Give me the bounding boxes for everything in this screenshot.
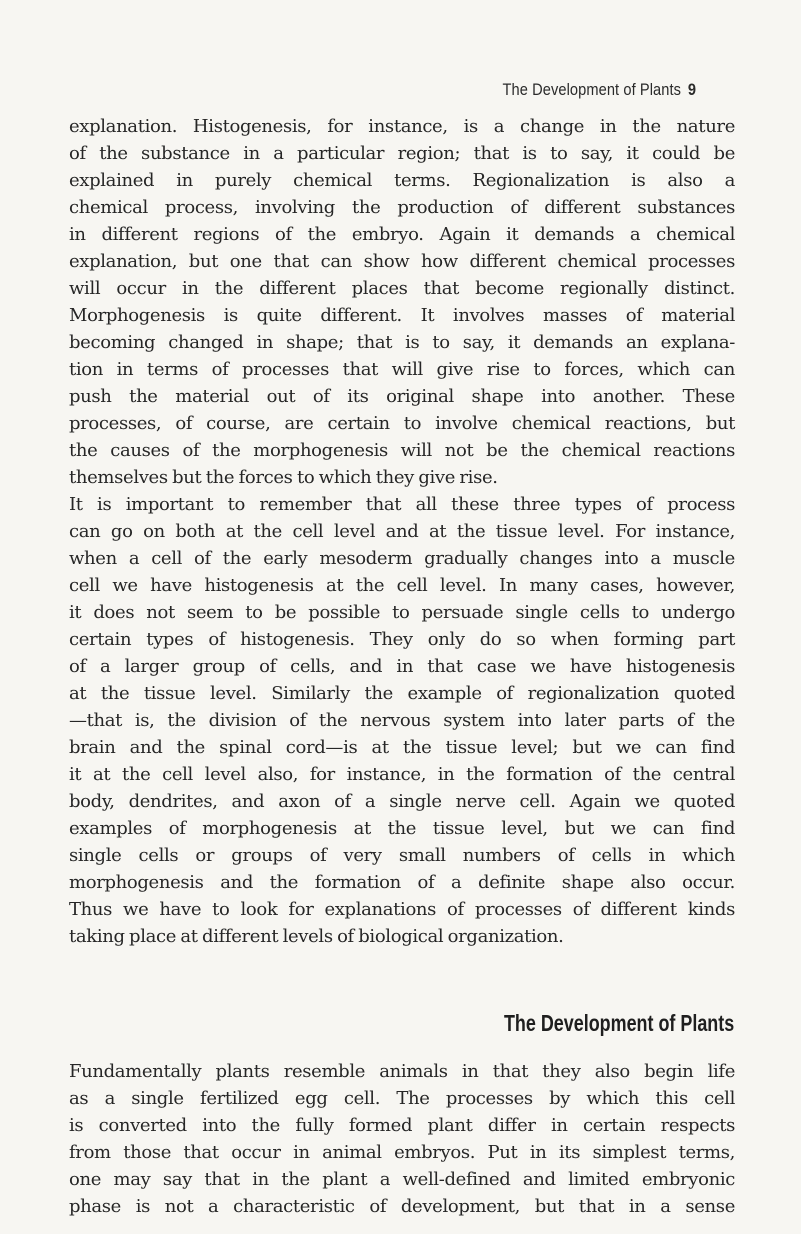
paragraph-2-line: single cells or groups of very small numbers of cells in which (69, 845, 735, 866)
paragraph-2-line: of a larger group of cells, and in that case we have histogenesis (69, 656, 735, 677)
paragraph-1-line: tion in terms of processes that will give rise to forces, which can (69, 359, 735, 380)
page-number: 9 (687, 80, 696, 99)
paragraph-2-line: certain types of histogenesis. They only do so when forming part (69, 629, 735, 650)
paragraph-1-line: Morphogenesis is quite different. It involves masses of material (69, 305, 735, 326)
paragraph-1-line: themselves but the forces to which they give rise. (69, 467, 498, 488)
paragraph-3-line: is converted into the fully formed plant differ in certain respects (69, 1115, 735, 1136)
section-heading: The Development of Plants (503, 1010, 734, 1036)
paragraph-1-line: in different regions of the embryo. Again it demands a chemical (69, 224, 735, 245)
paragraph-1-line: of the substance in a particular region; that is to say, it could be (69, 143, 735, 164)
paragraph-3-line: phase is not a characteristic of development, but that in a sense (69, 1196, 735, 1217)
paragraph-1-line: explanation, but one that can show how different chemical processes (69, 251, 735, 272)
paragraph-2-line: taking place at different levels of biological organization. (69, 926, 564, 947)
paragraph-2-line: brain and the spinal cord—is at the tissue level; but we can find (69, 737, 735, 758)
paragraph-2-line: body, dendrites, and axon of a single nerve cell. Again we quoted (69, 791, 735, 812)
paragraph-3-line: as a single fertilized egg cell. The processes by which this cell (69, 1088, 735, 1109)
paragraph-1-line: becoming changed in shape; that is to say, it demands an explana- (69, 332, 735, 353)
paragraph-2-line: it does not seem to be possible to persuade single cells to undergo (69, 602, 735, 623)
running-title: The Development of Plants (502, 80, 681, 99)
paragraph-2-line: —that is, the division of the nervous system into later parts of the (69, 710, 735, 731)
paragraph-1-line: will occur in the different places that become regionally distinct. (69, 278, 735, 299)
paragraph-3-line: one may say that in the plant a well-defined and limited embryonic (69, 1169, 735, 1190)
paragraph-2-line: morphogenesis and the formation of a definite shape also occur. (69, 872, 735, 893)
paragraph-3-line: from those that occur in animal embryos. Put in its simplest terms, (69, 1142, 735, 1163)
paragraph-2-line: It is important to remember that all these three types of process (69, 494, 735, 515)
paragraph-2-line: it at the cell level also, for instance, in the formation of the central (69, 764, 735, 785)
paragraph-2-line: at the tissue level. Similarly the example of regionalization quoted (69, 683, 735, 704)
paragraph-3-line: Fundamentally plants resemble animals in that they also begin life (69, 1061, 735, 1082)
paragraph-1-line: push the material out of its original shape into another. These (69, 386, 735, 407)
paragraph-1-line: the causes of the morphogenesis will not be the chemical reactions (69, 440, 735, 461)
paragraph-1-line: explained in purely chemical terms. Regionalization is also a (69, 170, 735, 191)
paragraph-1-line: explanation. Histogenesis, for instance, is a change in the nature (69, 116, 735, 137)
paragraph-1-line: chemical process, involving the production of different substances (69, 197, 735, 218)
paragraph-2-line: examples of morphogenesis at the tissue level, but we can find (69, 818, 735, 839)
paragraph-2-line: when a cell of the early mesoderm gradually changes into a muscle (69, 548, 735, 569)
paragraph-2-line: cell we have histogenesis at the cell level. In many cases, however, (69, 575, 735, 596)
paragraph-1-line: processes, of course, are certain to involve chemical reactions, but (69, 413, 735, 434)
paragraph-2-line: can go on both at the cell level and at the tissue level. For instance, (69, 521, 735, 542)
paragraph-2-line: Thus we have to look for explanations of processes of different kinds (69, 899, 735, 920)
